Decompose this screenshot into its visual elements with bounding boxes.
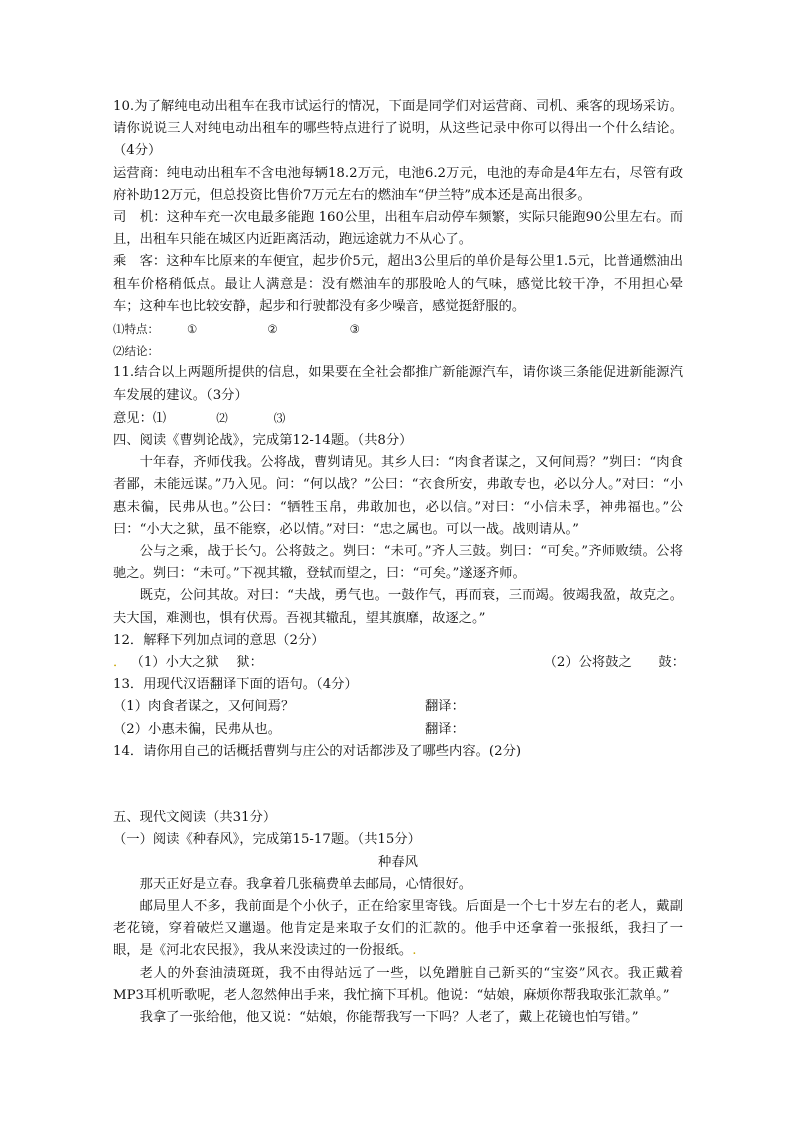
sec5-sub-1: （一）阅读《种春风》，完成第15-17题。（共15分） [113,832,421,848]
story-para-4: 我拿了一张给他，他又说：“姑娘，你能帮我写一下吗？人老了，戴上花镜也怕写错。” [139,1009,639,1025]
q10-driver: 司 机：这种车充一次电最多能跑 160公里，出租车启动停车频繁，实际只能跑90公里左右。而且，出租车只能在城区内近距离活动，跑远途就力不从心了。 [113,210,683,248]
q13-item-b-row [113,719,683,741]
q12-item-a-wrap [113,652,263,674]
q10-conclusion-row [113,340,683,362]
page-content [113,96,683,1029]
q13-item-a-row [113,696,683,718]
q13-item-b: （2）小惠未徧，民弗从也。 [113,721,282,737]
sec4-para-3: 既克，公问其故。对曰：“夫战，勇气也。一鼓作气，再而衰，三而竭。彼竭我盈，故克之。夫大国，难测也，惧有伏焉。吾视其辙乱，望其旗靡，故逐之。” [113,588,683,626]
q14-stem: 14．请你用自己的话概括曹刿与庄公的对话都涉及了哪些内容。(2分) [113,743,522,759]
q12-stem: 12．解释下列加点词的意思（2分） [113,632,325,648]
q10-stem: 10.为了解纯电动出租车在我市试运行的情况，下面是同学们对运营商、司机、乘客的现场采访。请你说说三人对纯电动出租车的哪些特点进行了说明，从这些记录中你可以得出一个什么结论。（4分） [113,99,683,159]
q10-mark-3: ③ [349,322,360,337]
q11-stem: 11.结合以上两题所提供的信息，如果要在全社会都推广新能源汽车，请你谈三条能促进新能源汽车发展的建议。（3分） [113,365,683,403]
q13-stem: 13．用现代汉语翻译下面的语句。（4分） [113,677,358,693]
q13-item-b-translate-label: 翻译： [425,721,465,737]
q12-items-row [113,652,683,674]
q10-mark-2: ② [267,322,278,337]
story-para-1: 那天正好是立春。我拿着几张稿费单去邮局，心情很好。 [139,876,473,892]
story-para-2-dot: . [412,943,417,959]
q10-operator: 运营商：纯电动出租车不含电池每辆18.2万元，电池6.2万元，电池的寿命是4年左右，尽管有政府补助12万元，但总投资比售价7万元左右的燃油车“伊兰特”成本还是高出很多。 [113,165,683,203]
q10-conclusion-label: ⑵结论： [113,344,159,359]
q11-mark-3: ⑶ [273,410,286,425]
q11-mark-2: ⑵ [216,410,228,425]
answer-space-2 [113,785,683,807]
q12-dot-mark: ． [113,655,127,671]
q10-features-row [113,318,683,340]
story-para-2-text: 邮局里人不多，我前面是个小伙子，正在给家里寄钱。后面是一个七十岁左右的老人，戴副老花镜，穿着破烂又邋遢。他肯定是来取子女们的汇款的。他手中还拿着一张报纸，我扫了一 眼，是《河北农民报》，我从来没读过的一份报纸。 [113,898,683,959]
story-para-3: 老人的外套油渍斑斑，我不由得站远了一些，以免蹭脏自己新买的“宝姿”风衣。我正戴着MP3耳机听歌呢，老人忽然伸出手来，我忙摘下耳机。他说：“姑娘，麻烦你帮我取张汇款单。” [113,965,683,1003]
story-para-2 [113,896,683,963]
q10-features-label: ⑴特点： [113,322,159,337]
q12-item-a: （1）小大之狱 狱： [130,655,263,671]
q12-item-b: （2）公将鼓之 鼓： [543,655,685,671]
story-title: 种春风 [378,854,418,870]
sec4-title: 四、阅读《曹刿论战》，完成第12-14题。（共8分） [113,433,413,449]
q11-answer-row [113,407,683,430]
q10-passenger: 乘 客：这种车比原来的车便宜，起步价5元，超出3公里后的单价是每公里1.5元，比普通燃油出租车价格稍低点。最让人满意是：没有燃油车的那股呛人的气味，感觉比较干净，不用担心晕车；这种车也比较安静，起步和行驶都没有多少噪音，感觉挺舒服的。 [113,254,683,314]
q10-mark-1: ① [187,322,198,337]
q13-item-a-translate-label: 翻译： [425,699,465,715]
answer-space [113,763,683,785]
q11-label: 意见：⑴ [113,410,167,426]
sec5-title: 五、现代文阅读（共31分） [113,810,277,826]
sec4-para-2: 公与之乘，战于长勺。公将鼓之。刿曰：“未可。”齐人三鼓。刿曰：“可矣。”齐师败绩。公将驰之。刿曰：“未可。”下视其辙，登轼而望之，曰：“可矣。”遂逐齐师。 [113,544,683,582]
sec4-para-1: 十年春，齐师伐我。公将战，曹刿请见。其乡人曰：“肉食者谋之，又何间焉？”刿曰：“肉食者鄙，未能远谋。”乃入见。问：“何以战？”公曰：“衣食所安，弗敢专也，必以分人。”对曰：“小惠未徧，民弗从也。”公曰：“牺牲玉帛，弗敢加也，必以信。”对曰：“小信未孚，神弗福也。”公曰：“小大之狱，虽不能察，必以情。”对曰：“忠之属也。可以一战。战则请从。” [113,455,683,537]
q13-item-a: （1）肉食者谋之，又何间焉？ [113,699,295,715]
